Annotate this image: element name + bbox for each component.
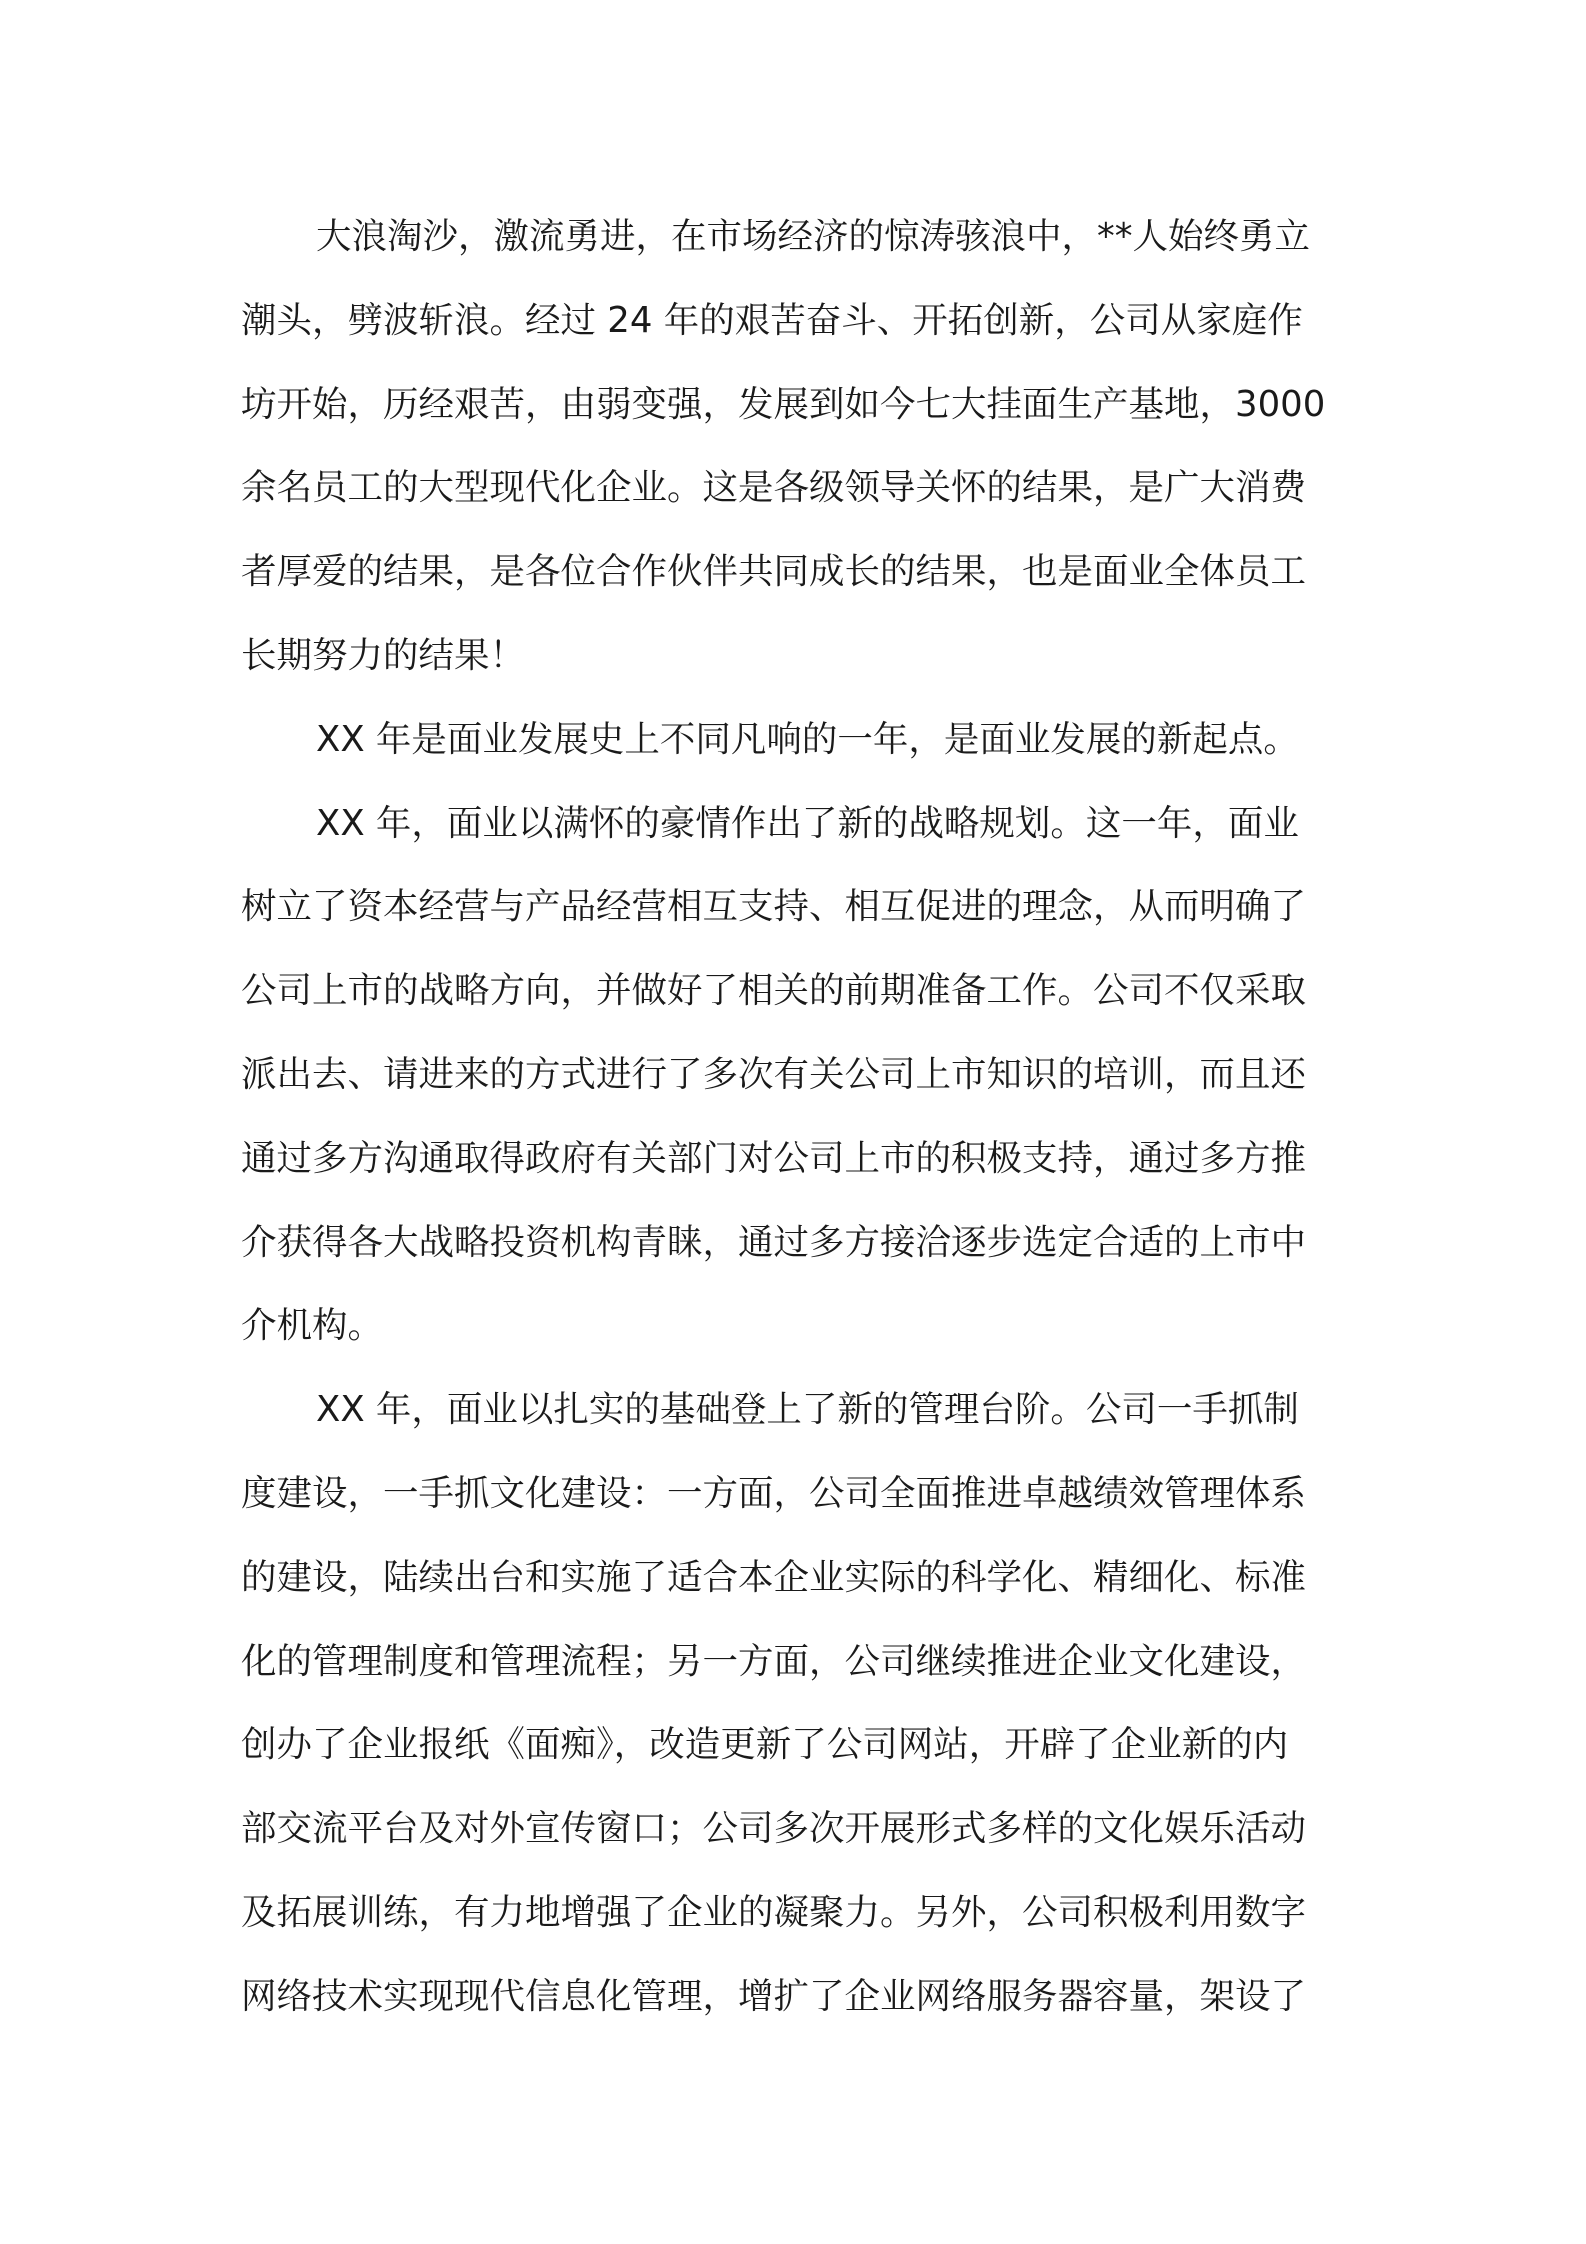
paragraph-strategic-planning bbox=[241, 782, 1349, 1369]
text-line: 及拓展训练，有力地增强了企业的凝聚力。另外，公司积极利用数字 bbox=[241, 1891, 1307, 1933]
text-line: 化的管理制度和管理流程；另一方面，公司继续推进企业文化建设， bbox=[241, 1640, 1307, 1682]
text-line: 余名员工的大型现代化企业。这是各级领导关怀的结果，是广大消费 bbox=[241, 467, 1307, 509]
text-line: 公司上市的战略方向，并做好了相关的前期准备工作。公司不仅采取 bbox=[241, 970, 1307, 1012]
text-line: 介获得各大战略投资机构青睐，通过多方接洽逐步选定合适的上市中 bbox=[241, 1221, 1307, 1263]
text-line: 介机构。 bbox=[241, 1305, 384, 1347]
text-line: 度建设，一手抓文化建设：一方面，公司全面推进卓越绩效管理体系 bbox=[241, 1472, 1307, 1514]
text-line: 创办了企业报纸《面痴》，改造更新了公司网站，开辟了企业新的内 bbox=[241, 1724, 1289, 1766]
document-body bbox=[241, 195, 1349, 2039]
text-line: 部交流平台及对外宣传窗口；公司多次开展形式多样的文化娱乐活动 bbox=[241, 1808, 1307, 1850]
text-line: 大浪淘沙，激流勇进，在市场经济的惊涛骇浪中，**人始终勇立 bbox=[316, 216, 1311, 257]
text-line: 通过多方沟通取得政府有关部门对公司上市的积极支持，通过多方推 bbox=[241, 1137, 1307, 1179]
text-line: 树立了资本经营与产品经营相互支持、相互促进的理念，从而明确了 bbox=[241, 886, 1307, 928]
paragraph-management bbox=[241, 1368, 1349, 2038]
text-line: 派出去、请进来的方式进行了多次有关公司上市知识的培训，而且还 bbox=[241, 1053, 1307, 1095]
paragraph-new-starting-point bbox=[241, 698, 1349, 782]
text-line: 的建设，陆续出台和实施了适合本企业实际的科学化、精细化、标准 bbox=[241, 1556, 1307, 1598]
text-line: XX 年，面业以扎实的基础登上了新的管理台阶。公司一手抓制 bbox=[316, 1389, 1299, 1431]
text-line: XX 年是面业发展史上不同凡响的一年，是面业发展的新起点。 bbox=[316, 718, 1299, 760]
text-line: 网络技术实现现代信息化管理，增扩了企业网络服务器容量，架设了 bbox=[241, 1975, 1307, 2017]
text-line: 潮头，劈波斩浪。经过 24 年的艰苦奋斗、开拓创新，公司从家庭作 bbox=[241, 299, 1303, 341]
paragraph-intro bbox=[241, 195, 1349, 698]
text-line: XX 年，面业以满怀的豪情作出了新的战略规划。这一年，面业 bbox=[316, 802, 1299, 844]
text-line: 长期努力的结果！ bbox=[241, 634, 526, 676]
text-line: 者厚爱的结果，是各位合作伙伴共同成长的结果，也是面业全体员工 bbox=[241, 551, 1307, 593]
text-line: 坊开始，历经艰苦，由弱变强，发展到如今七大挂面生产基地，3000 bbox=[241, 383, 1326, 425]
